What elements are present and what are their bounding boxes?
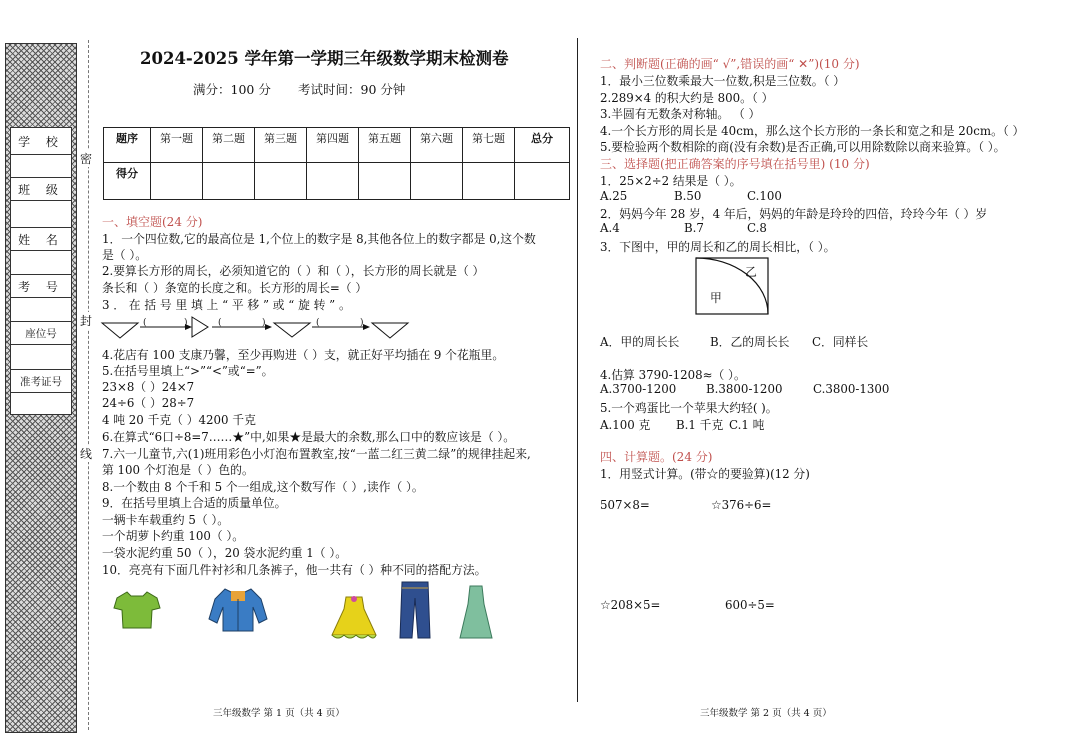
green-shirt-image [113, 590, 161, 630]
s3-q1-opt[interactable]: B.50 [674, 189, 702, 203]
s3-q5-opt[interactable]: C.1 吨 [729, 418, 765, 432]
score-table [103, 127, 570, 200]
score-cell[interactable] [203, 163, 255, 200]
page-divider [577, 38, 578, 702]
s2-line: 1．最小三位数乘最大一位数,积是三位数。（ ） [600, 74, 846, 88]
s2-line: 5.要检验两个数相除的商(没有余数)是否正确,可以用除数除以商来验算。（ ）。 [600, 140, 1006, 154]
score-cell[interactable] [463, 163, 515, 200]
s1-line: 5.在括号里填上“>”“<”或“=”。 [102, 364, 274, 378]
s3-q2-opt[interactable]: B.7 [684, 221, 704, 235]
full-score: 满分：100 分 [193, 82, 271, 97]
calc-expr: 600÷5= [725, 598, 775, 612]
cut-mark-feng: 封 [80, 314, 93, 328]
info-seat-blank[interactable] [11, 344, 71, 367]
score-table-header: 第七题 [463, 128, 515, 163]
info-name-blank[interactable] [11, 250, 71, 273]
fig-label-yi: 乙 [745, 265, 757, 279]
cut-mark-mi: 密 [80, 152, 93, 166]
score-cell[interactable] [411, 163, 463, 200]
score-table-header: 第六题 [411, 128, 463, 163]
s3-q4-opt[interactable]: B.3800-1200 [706, 382, 783, 396]
page-title: 2024-2025 学年第一学期三年级数学期末检测卷 [140, 49, 509, 68]
s3-q4: 4.估算 3790-1208≈（ ）。 [600, 368, 746, 382]
info-ticket: 准考证号 [11, 369, 71, 392]
s1-line: 是（ ）。 [102, 248, 148, 262]
s1-line: 一辆卡车载重约 5（ ）。 [102, 513, 230, 527]
cut-line [88, 40, 89, 730]
long-skirt-image [458, 584, 494, 640]
score-table-header: 总分 [515, 128, 570, 163]
s1-line: 2.要算长方形的周长，必须知道它的（ ）和（ ），长方形的周长就是（ ） [102, 264, 485, 278]
score-cell[interactable] [151, 163, 203, 200]
translate-rotate-figure [100, 313, 420, 345]
score-cell[interactable] [515, 163, 570, 200]
q3-paren: ( [218, 318, 222, 328]
score-table-header: 第二题 [203, 128, 255, 163]
footer-page2: 三年级数学 第 2 页（共 4 页） [700, 708, 832, 719]
footer-page1: 三年级数学 第 1 页（共 4 页） [213, 708, 345, 719]
info-school-blank[interactable] [11, 154, 71, 177]
info-school: 学 校 [18, 134, 64, 149]
info-seat: 座位号 [11, 321, 71, 344]
s3-q2-opt[interactable]: C.8 [747, 221, 767, 235]
calc-expr: 507×8= [600, 498, 650, 512]
figure-rect [696, 258, 768, 314]
s1-line: 条长和（ ）条宽的长度之和。长方形的周长=（ ） [102, 281, 368, 295]
score-cell[interactable] [359, 163, 411, 200]
score-table-header: 题序 [104, 128, 151, 163]
s3-q4-opt[interactable]: A.3700-1200 [600, 382, 677, 396]
arrow-head-2 [265, 324, 272, 330]
figure-arc [696, 258, 768, 314]
s1-line: 1．一个四位数,它的最高位是 1,个位上的数字是 8,其他各位上的数字都是 0,这个数 [102, 232, 536, 246]
exam-time: 考试时间：90 分钟 [298, 82, 406, 97]
s1-line: 4.花店有 100 支康乃馨，至少再购进（ ）支，就正好平均插在 9 个花瓶里。 [102, 348, 505, 362]
section2-title: 二、判断题(正确的画“ √”,错误的画“ ✕”)(10 分) [600, 57, 860, 71]
quarter-circle-figure [695, 257, 771, 317]
info-ticket-blank[interactable] [11, 392, 71, 415]
arrow-shape-1 [102, 323, 138, 338]
s3-q2: 2．妈妈今年 28 岁，4 年后，妈妈的年龄是玲玲的四倍，玲玲今年（ ）岁 [600, 207, 988, 221]
q3-paren: ) [184, 318, 188, 328]
q3-paren: ( [316, 318, 320, 328]
s1-line: 一个胡萝卜约重 100（ ）。 [102, 529, 245, 543]
s2-line: 2.289×4 的积大约是 800。（ ） [600, 91, 774, 105]
score-table-header: 第一题 [151, 128, 203, 163]
section1-title: 一、填空题(24 分) [102, 215, 203, 229]
calc-expr: ☆208×5= [600, 598, 661, 612]
s4-q1: 1．用竖式计算。(带☆的要验算)(12 分) [600, 467, 810, 481]
s3-q3-opt[interactable]: A．甲的周长长 [600, 335, 680, 349]
score-row-label: 得分 [104, 163, 151, 200]
s3-q1-opt[interactable]: C.100 [747, 189, 782, 203]
s1-line: 3 ． 在 括 号 里 填 上 “ 平 移 ” 或 “ 旋 转 ” 。 [102, 298, 351, 312]
s3-q3-opt[interactable]: C．同样长 [812, 335, 869, 349]
q3-paren: ) [360, 318, 364, 328]
q3-paren: ) [262, 318, 266, 328]
yellow-skirt-image [330, 595, 378, 641]
info-class-blank[interactable] [11, 200, 71, 223]
info-name: 姓 名 [11, 227, 71, 250]
info-exam-no-blank[interactable] [11, 297, 71, 320]
s1-line: 8.一个数由 8 个千和 5 个一组成,这个数写作（ ）,读作（ ）。 [102, 480, 424, 494]
fig-label-jia: 甲 [710, 291, 722, 305]
score-table-header: 第四题 [307, 128, 359, 163]
score-table-header: 第五题 [359, 128, 411, 163]
arrow-head-3 [363, 324, 370, 330]
student-info-box [10, 127, 72, 415]
s3-q3: 3．下图中，甲的周长和乙的周长相比，（ ）。 [600, 240, 836, 254]
q3-paren: ( [143, 318, 147, 328]
jeans-image [398, 580, 432, 640]
score-cell[interactable] [255, 163, 307, 200]
s1-line: 9．在括号里填上合适的质量单位。 [102, 496, 287, 510]
s3-q5-opt[interactable]: A.100 克 [600, 418, 651, 432]
s1-line: 24÷6（ ）28÷7 [102, 396, 195, 410]
arrow-shape-4 [372, 323, 408, 338]
s3-q1-opt[interactable]: A.25 [600, 189, 628, 203]
arrow-shape-3 [274, 323, 310, 337]
s2-line: 4.一个长方形的周长是 40cm，那么这个长方形的一条长和宽之和是 20cm。（ ） [600, 124, 1025, 138]
info-class: 班 级 [11, 177, 71, 200]
calc-expr: ☆376÷6= [711, 498, 772, 512]
s1-line: 23×8（ ）24×7 [102, 380, 195, 394]
s3-q4-opt[interactable]: C.3800-1300 [813, 382, 890, 396]
cut-mark-xian: 线 [80, 447, 93, 461]
s3-q2-opt[interactable]: A.4 [600, 221, 620, 235]
s3-q1: 1．25×2÷2 结果是（ ）。 [600, 174, 742, 188]
info-exam-no: 考 号 [11, 274, 71, 297]
arrow-shape-2 [192, 317, 208, 337]
s3-q5-opt[interactable]: B.1 千克 [676, 418, 724, 432]
s2-line: 3.半圆有无数条对称轴。 （ ） [600, 107, 761, 121]
s1-line: 7.六一儿童节,六(1)班用彩色小灯泡布置教室,按“一蓝二红三黄二绿”的规律挂起来, [102, 447, 531, 461]
s3-q5: 5.一个鸡蛋比一个苹果大约轻( )。 [600, 401, 778, 415]
s1-line: 4 吨 20 千克（ ）4200 千克 [102, 413, 256, 427]
s1-line: 一袋水泥约重 50（ ），20 袋水泥约重 1（ ）。 [102, 546, 348, 560]
section3-title: 三、选择题(把正确答案的序号填在括号里) (10 分) [600, 157, 870, 171]
score-table-header: 第三题 [255, 128, 307, 163]
s1-line: 10．亮亮有下面几件衬衫和几条裤子，他一共有（ ）种不同的搭配方法。 [102, 563, 487, 577]
blue-jacket-image [207, 585, 269, 637]
section4-title: 四、计算题。(24 分) [600, 450, 713, 464]
score-cell[interactable] [307, 163, 359, 200]
s1-line: 6.在算式“6口÷8=7……★”中,如果★是最大的余数,那么口中的数应该是（ ）。 [102, 430, 516, 444]
s3-q3-opt[interactable]: B．乙的周长长 [710, 335, 790, 349]
s1-line: 第 100 个灯泡是（ ）色的。 [102, 463, 254, 477]
